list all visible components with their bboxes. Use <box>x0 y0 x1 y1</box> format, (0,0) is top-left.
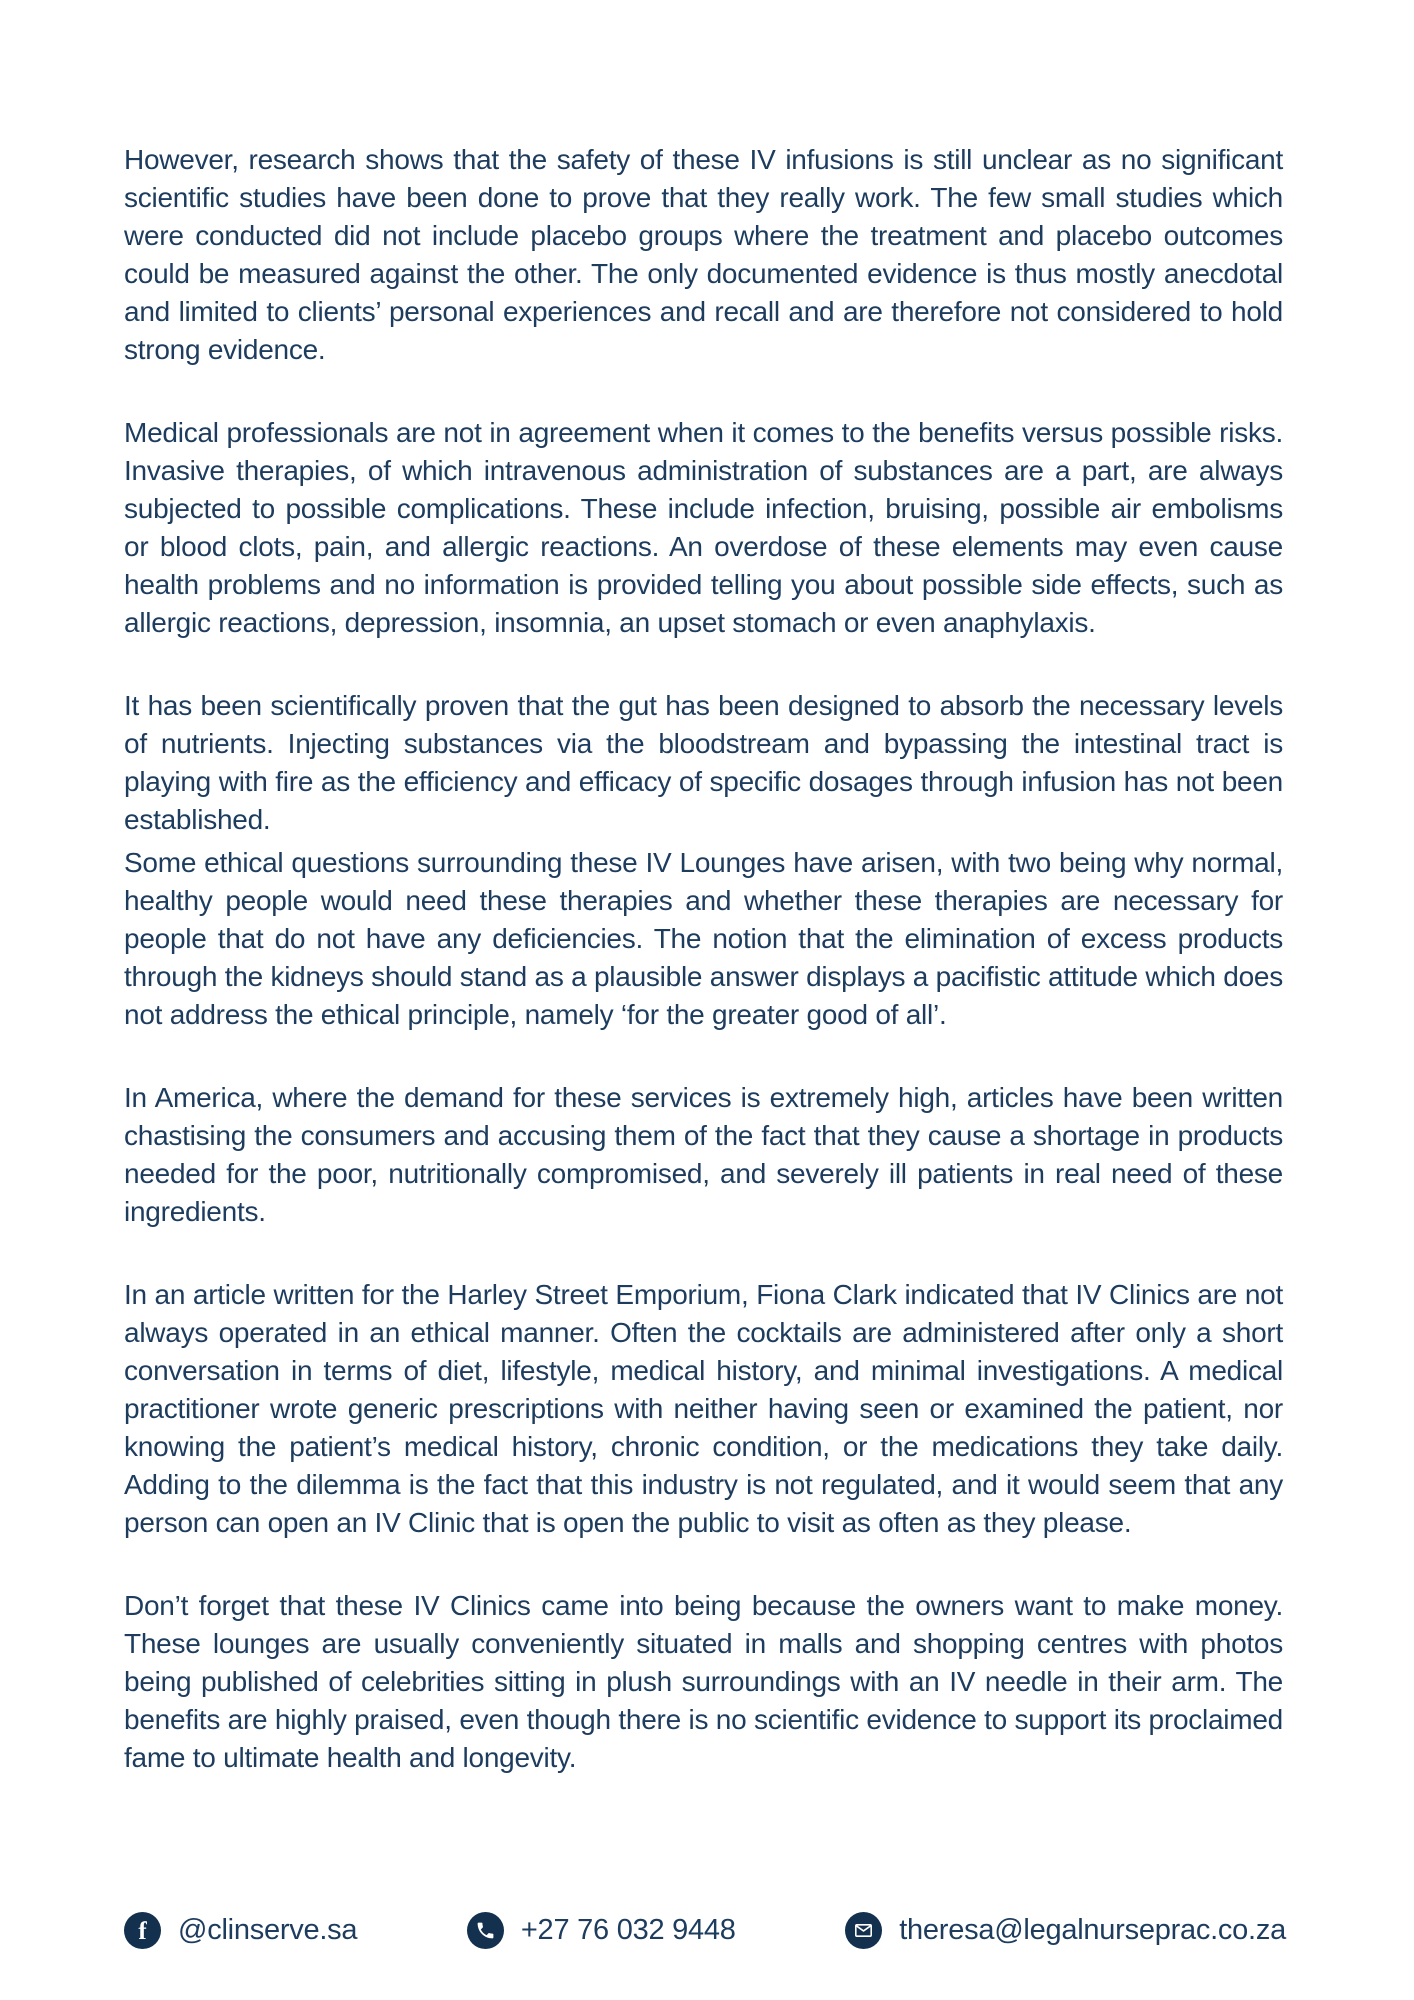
paragraph-harley-street: In an article written for the Harley Street Emporium, Fiona Clark indicated that IV Clinics are not always operated in an ethical manner. Often the cocktails are administered after only a short conversation in terms of diet, lifestyle, medical history, and minimal investigations. A medical practitioner wrote generic prescriptions with neither having seen or examined the patient, nor knowing the patient’s medical history, chronic condition, or the medications they take daily. Adding to the dilemma is the fact that this industry is not regulated, and it would seem that any person can open an IV Clinic that is open the public to visit as often as they please. <box>124 1279 1283 1538</box>
paragraph-make-money: Don’t forget that these IV Clinics came into being because the owners want to make money. These lounges are usually conveniently situated in malls and shopping centres with photos being published of celebrities sitting in plush surroundings with an IV needle in their arm. The benefits are highly praised, even though there is no scientific evidence to support its proclaimed fame to ultimate health and longevity. <box>124 1590 1283 1773</box>
paragraph-america-demand: In America, where the demand for these services is extremely high, articles have been written chastising the consumers and accusing them of the fact that they cause a shortage in products needed for the poor, nutritionally compromised, and severely ill patients in real need of these ingredients. <box>124 1082 1283 1227</box>
email-icon <box>845 1912 882 1949</box>
phone-contact <box>467 1912 736 1949</box>
facebook-contact <box>124 1912 357 1949</box>
contact-footer <box>124 1912 1286 1949</box>
email-contact <box>845 1912 1286 1949</box>
paragraph-safety-unclear: However, research shows that the safety of these IV infusions is still unclear as no significant scientific studies have been done to prove that they really work. The few small studies which were conducted did not include placebo groups where the treatment and placebo outcomes could be measured against the other. The only documented evidence is thus mostly anecdotal and limited to clients’ personal experiences and recall and are therefore not considered to hold strong evidence. <box>124 144 1283 365</box>
phone-icon <box>467 1912 504 1949</box>
paragraph-gut-absorption: It has been scientifically proven that the gut has been designed to absorb the necessary levels of nutrients. Injecting substances via the bloodstream and bypassing the intestinal tract is playing with fire as the efficiency and efficacy of specific dosages through infusion has not been established. <box>124 690 1283 835</box>
paragraph-medical-professionals: Medical professionals are not in agreement when it comes to the benefits versus possible risks. Invasive therapies, of which intravenous administration of substances are a part, are always subjected to possible complications. These include infection, bruising, possible air embolisms or blood clots, pain, and allergic reactions. An overdose of these elements may even cause health problems and no information is provided telling you about possible side effects, such as allergic reactions, depression, insomnia, an upset stomach or even anaphylaxis. <box>124 417 1283 638</box>
phone-number: +27 76 032 9448 <box>520 1914 736 1946</box>
facebook-handle: @clinserve.sa <box>178 1914 358 1946</box>
facebook-icon: f <box>124 1912 161 1949</box>
article-body <box>124 141 1283 1822</box>
email-address: theresa@legalnurseprac.co.za <box>899 1914 1286 1946</box>
paragraph-ethical-questions: Some ethical questions surrounding these IV Lounges have arisen, with two being why normal, healthy people would need these therapies and whether these therapies are necessary for people that do not have any deficiencies. The notion that the elimination of excess products through the kidneys should stand as a plausible answer displays a pacifistic attitude which does not address the ethical principle, namely ‘for the greater good of all’. <box>124 847 1283 1030</box>
